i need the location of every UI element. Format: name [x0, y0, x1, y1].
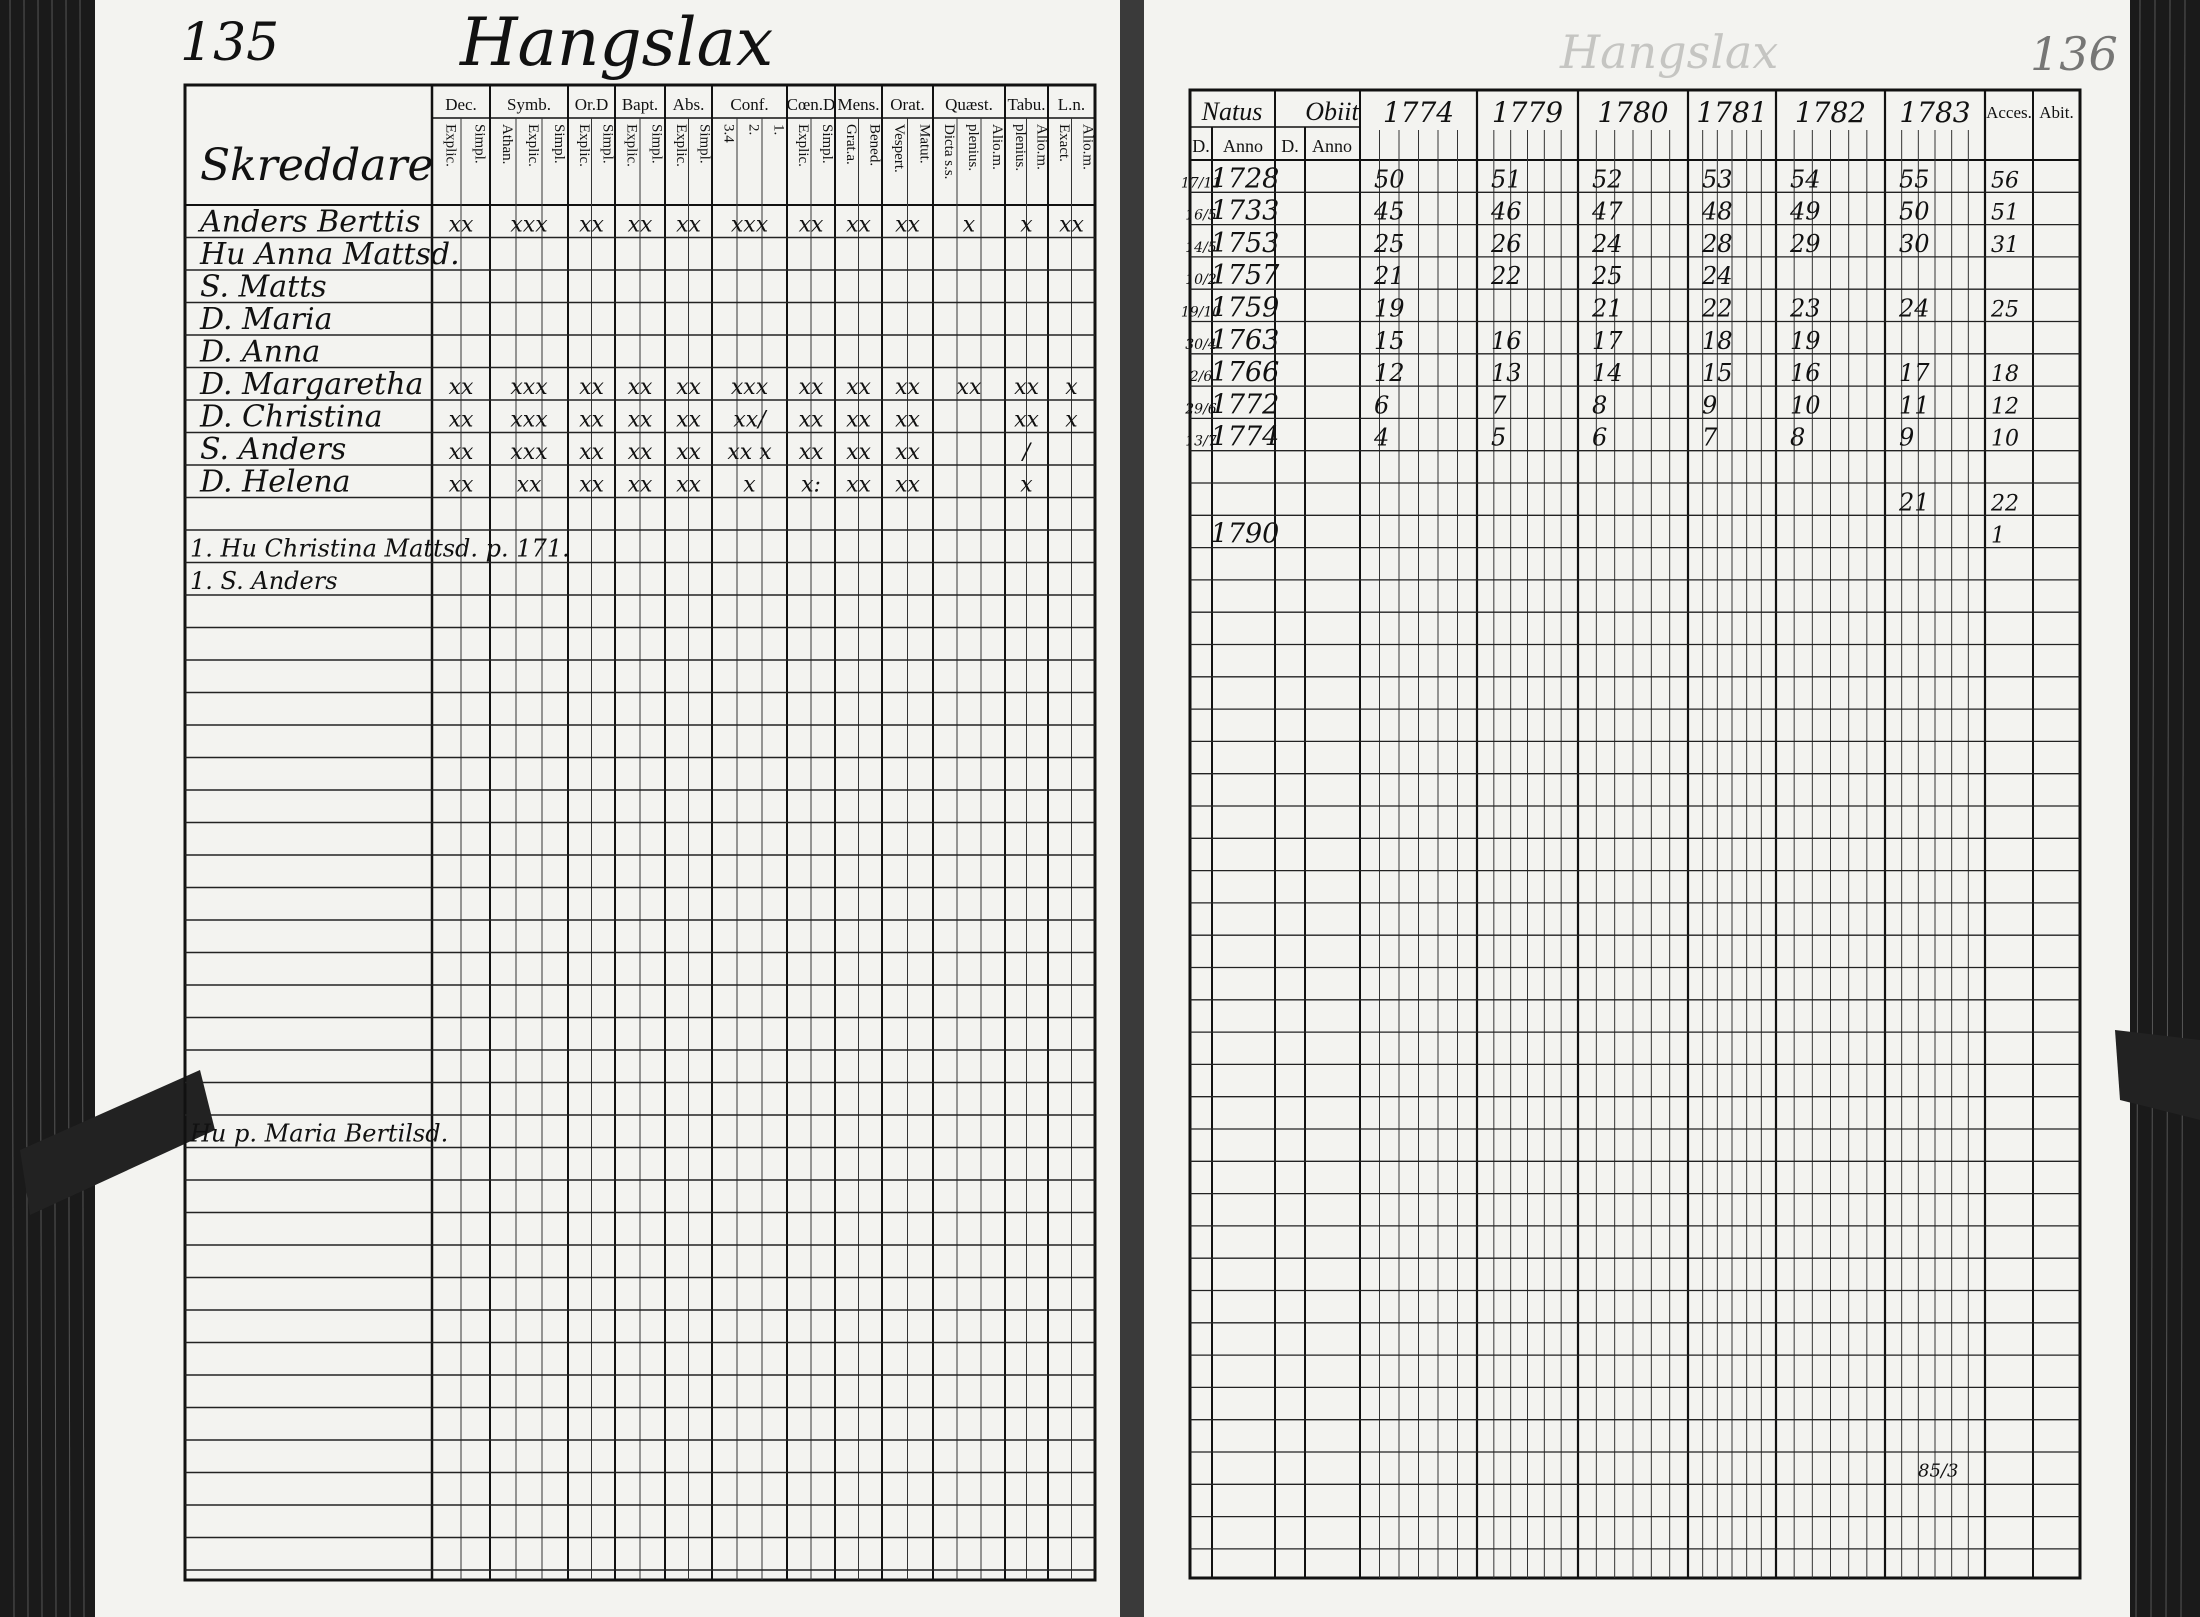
catechism-mark: x — [1065, 375, 1078, 400]
age-value: 23 — [1790, 294, 1821, 323]
sub-header: Alio.m. — [1079, 124, 1096, 170]
birth-year: 1774 — [1210, 421, 1280, 453]
age-value: 9 — [1899, 423, 1915, 452]
age-value: 6 — [1592, 423, 1608, 452]
catechism-mark: xx — [798, 212, 824, 238]
age-value: 30 — [1899, 229, 1930, 258]
age-value: 50 — [1899, 197, 1930, 226]
birth-year: 1733 — [1210, 195, 1280, 227]
book-gutter — [1120, 0, 1144, 1617]
group-header-6: Conf. — [730, 95, 769, 114]
catechism-mark: xxx — [730, 212, 769, 238]
catechism-mark: xx — [895, 375, 920, 400]
year-header-1782: 1782 — [1794, 96, 1867, 129]
accessit-value: 12 — [1991, 394, 2019, 420]
sub-header: Simpl. — [551, 124, 567, 164]
catechism-mark: xx — [579, 407, 604, 433]
catechism-mark: xx — [846, 472, 871, 498]
catechism-mark: xx — [627, 212, 653, 238]
age-value: 19 — [1374, 294, 1405, 323]
sub-header: Explic. — [795, 124, 811, 167]
age-value: 24 — [1702, 262, 1733, 291]
catechism-mark: xx — [846, 440, 871, 465]
sub-header: Simpl. — [471, 124, 488, 164]
group-header-10: Quæst. — [945, 95, 993, 114]
sub-header: Vespert. — [890, 124, 907, 173]
catechism-mark: xx — [846, 375, 871, 400]
header-obiit-anno: Anno — [1312, 136, 1352, 156]
right-page-edges — [2136, 0, 2185, 1617]
birth-year: 1763 — [1210, 324, 1280, 356]
person-name-4: D. Maria — [200, 302, 333, 337]
sub-header: Matut. — [916, 124, 933, 164]
age-value: 8 — [1790, 423, 1806, 452]
catechism-mark: xx — [516, 472, 542, 498]
birth-day: 10/2 — [1185, 272, 1217, 289]
age-value: 48 — [1702, 197, 1733, 226]
catechism-mark: xx — [1014, 407, 1039, 433]
catechism-mark: x: — [801, 472, 821, 498]
age-value: 24 — [1592, 229, 1623, 258]
person-name-7: D. Christina — [200, 399, 383, 435]
age-value: 10 — [1790, 391, 1821, 420]
age-value: 47 — [1592, 197, 1623, 226]
sub-header: 2. — [745, 124, 762, 136]
catechism-mark: xx — [579, 440, 604, 465]
group-header-4: Bapt. — [621, 95, 659, 114]
age-value: 21 — [1899, 488, 1930, 517]
accessit-value: 18 — [1991, 362, 2019, 388]
birth-year: 1790 — [1210, 518, 1280, 550]
age-value: 9 — [1702, 391, 1718, 420]
catechism-mark: x — [1065, 407, 1078, 433]
year-header-1781: 1781 — [1696, 96, 1768, 129]
catechism-mark: xx — [846, 407, 871, 433]
header-accessit: Acces. — [1986, 103, 2032, 122]
age-value: 25 — [1592, 262, 1623, 291]
year-header-1774: 1774 — [1382, 96, 1455, 129]
person-name-2: Hu Anna Mattsd. — [200, 237, 460, 272]
person-name-3: S. Matts — [200, 269, 327, 305]
group-header-9: Orat. — [890, 95, 925, 114]
age-value: 15 — [1702, 359, 1733, 388]
catechism-mark: xx — [1059, 212, 1084, 238]
age-value: 50 — [1374, 165, 1405, 194]
extra-note: 85/3 — [1918, 1460, 1959, 1482]
group-header-7: Cœn.D — [786, 95, 836, 114]
age-value: 46 — [1491, 197, 1522, 226]
sub-header: Explic. — [575, 124, 592, 167]
catechism-mark: / — [1022, 440, 1031, 465]
birth-day: 16/5 — [1185, 207, 1217, 224]
birth-day: 2/6 — [1189, 369, 1213, 386]
catechism-mark: xx — [627, 472, 653, 498]
group-header-2: Symb. — [507, 95, 551, 114]
sub-header: Bened. — [866, 124, 883, 167]
catechism-mark: xx — [579, 212, 604, 238]
age-value: 51 — [1491, 165, 1522, 194]
person-name-8: S. Anders — [200, 432, 347, 467]
age-value: 4 — [1374, 423, 1390, 452]
birth-day: 30/4 — [1185, 336, 1217, 353]
village-title: Hangslax — [460, 4, 774, 81]
sub-header: plenius. — [1011, 124, 1028, 172]
catechism-mark: xx — [676, 407, 701, 433]
accessit-value: 51 — [1991, 200, 2019, 226]
birth-year: 1757 — [1210, 260, 1280, 292]
age-value: 15 — [1374, 326, 1405, 355]
year-header-1779: 1779 — [1491, 96, 1564, 129]
header-natus-day: D. — [1192, 136, 1210, 156]
age-value: 6 — [1374, 391, 1390, 420]
header-natus: Natus — [1201, 97, 1263, 126]
age-value: 5 — [1491, 423, 1507, 452]
year-header-1783: 1783 — [1899, 96, 1971, 129]
catechism-mark: xx — [448, 212, 474, 238]
catechism-mark: xx — [676, 472, 701, 498]
group-header-12: L.n. — [1057, 95, 1086, 114]
birth-year: 1759 — [1210, 292, 1280, 324]
person-name-9: D. Helena — [200, 464, 351, 500]
catechism-mark: xx — [895, 212, 920, 238]
catechism-mark: xx — [798, 407, 824, 433]
birth-day: 13/7 — [1185, 433, 1217, 450]
age-value: 16 — [1790, 359, 1821, 388]
catechism-mark: xx — [579, 375, 604, 400]
right-page — [1140, 0, 2130, 1617]
age-value: 12 — [1374, 359, 1405, 388]
sub-header: Alio.m. — [1033, 124, 1050, 170]
age-value: 8 — [1592, 391, 1608, 420]
catechism-mark: xx — [579, 472, 604, 498]
age-value: 22 — [1491, 262, 1522, 291]
person-name-6: D. Margaretha — [200, 367, 424, 402]
age-value: 54 — [1790, 165, 1821, 194]
age-value: 16 — [1491, 326, 1522, 355]
sub-header: Explic. — [672, 124, 689, 167]
catechism-mark: x — [743, 472, 756, 498]
catechism-mark: xx — [627, 440, 653, 465]
age-value: 25 — [1374, 229, 1405, 258]
birth-day: 14/5 — [1185, 239, 1217, 256]
birth-year: 1728 — [1210, 163, 1280, 195]
catechism-mark: xx — [1014, 375, 1039, 400]
catechism-mark: xx — [798, 440, 824, 465]
age-value: 28 — [1702, 229, 1733, 258]
sub-header: 1. — [770, 124, 787, 136]
catechism-mark: xx — [676, 212, 701, 238]
age-value: 21 — [1592, 294, 1623, 323]
sub-header: Alio.m. — [989, 124, 1005, 170]
sub-header: Athan. — [499, 124, 515, 165]
catechism-mark: xx — [448, 407, 474, 433]
birth-day: 29/6 — [1185, 401, 1217, 418]
age-value: 7 — [1702, 423, 1718, 452]
catechism-mark: xx — [846, 212, 871, 238]
catechism-mark: xx — [895, 472, 920, 498]
header-obiit-day: D. — [1281, 136, 1299, 156]
catechism-mark: x — [1020, 212, 1033, 238]
sub-header: Simpl. — [819, 124, 835, 164]
catechism-mark: xx — [676, 375, 701, 400]
age-value: 22 — [1702, 294, 1733, 323]
sub-header: Explic. — [623, 124, 640, 167]
age-value: 18 — [1702, 326, 1733, 355]
catechism-mark: xx — [676, 440, 701, 465]
sub-header: Explic. — [525, 124, 541, 167]
person-name-1: Anders Berttis — [200, 204, 421, 240]
birth-year: 1772 — [1210, 389, 1280, 421]
catechism-mark: xx — [448, 375, 474, 400]
bleed-through-title: Hangslax — [1560, 25, 1779, 79]
year-header-1780: 1780 — [1597, 96, 1669, 129]
header-abiit: Abit. — [2039, 103, 2074, 122]
household-label: Skreddare — [200, 140, 434, 191]
age-value: 45 — [1374, 197, 1405, 226]
catechism-mark: xx — [956, 375, 982, 400]
catechism-mark: xxx — [510, 440, 548, 465]
catechism-mark: xx — [627, 375, 653, 400]
catechism-mark: xxx — [510, 212, 548, 238]
left-page-edges — [10, 0, 84, 1617]
catechism-mark: xx/ — [733, 407, 766, 433]
catechism-mark: x — [962, 212, 976, 238]
accessit-value: 10 — [1991, 426, 2019, 452]
birth-day: 17/11 — [1180, 175, 1222, 192]
margin-note-1: 1. Hu Christina Mattsd. p. 171. — [190, 534, 570, 563]
catechism-mark: xx — [798, 375, 824, 400]
sub-header: Simpl. — [696, 124, 713, 164]
sub-header: 3.4 — [720, 124, 737, 143]
sub-header: Simpl. — [599, 124, 616, 164]
sub-header: Simpl. — [648, 124, 665, 164]
age-value: 17 — [1592, 326, 1623, 355]
accessit-value: 31 — [1991, 232, 2019, 258]
sub-header: Grat.a. — [842, 124, 859, 165]
catechism-mark: xx — [448, 472, 474, 498]
margin-note-2: 1. S. Anders — [190, 567, 338, 595]
age-value: 49 — [1790, 197, 1821, 226]
age-value: 26 — [1491, 229, 1522, 258]
page-number-right: 136 — [2030, 27, 2118, 81]
sub-header: plenius. — [965, 124, 981, 172]
group-header-3: Or.D — [574, 95, 609, 114]
group-header-8: Mens. — [837, 95, 880, 114]
age-value: 29 — [1790, 229, 1821, 258]
age-value: 52 — [1592, 165, 1623, 194]
age-value: 14 — [1592, 359, 1623, 388]
sub-header: Exact. — [1055, 124, 1072, 162]
catechism-mark: xxx — [730, 375, 769, 400]
group-header-11: Tabu. — [1007, 95, 1046, 114]
age-value: 55 — [1899, 165, 1930, 194]
age-value: 53 — [1702, 165, 1733, 194]
age-value: 13 — [1491, 359, 1522, 388]
accessit-value: 1 — [1991, 523, 2005, 549]
page-number-left: 135 — [180, 13, 280, 73]
birth-year: 1766 — [1210, 357, 1280, 389]
age-value: 24 — [1899, 294, 1930, 323]
accessit-value: 25 — [1991, 297, 2019, 323]
catechism-mark: xx — [448, 440, 474, 465]
header-obiit: Obiit — [1305, 97, 1359, 126]
catechism-mark: xx — [627, 407, 653, 433]
catechism-mark: xx — [895, 440, 920, 465]
birth-day: 19/10 — [1180, 304, 1222, 321]
group-header-1: Dec. — [445, 95, 477, 114]
accessit-value: 56 — [1991, 168, 2019, 194]
person-name-5: D. Anna — [200, 334, 321, 370]
catechism-mark: xxx — [510, 407, 548, 433]
catechism-mark: xx — [895, 407, 920, 433]
group-header-5: Abs. — [672, 95, 705, 114]
age-value: 19 — [1790, 326, 1821, 355]
age-value: 17 — [1899, 359, 1930, 388]
age-value: 7 — [1491, 391, 1507, 420]
margin-note-3: Hu p. Maria Bertilsd. — [190, 1119, 449, 1148]
sub-header: Dicta s.s. — [941, 124, 957, 180]
accessit-value: 22 — [1991, 491, 2019, 517]
catechism-mark: xx x — [727, 440, 772, 465]
header-natus-anno: Anno — [1223, 136, 1263, 156]
age-value: 21 — [1374, 262, 1405, 291]
catechism-mark: x — [1020, 472, 1033, 498]
age-value: 11 — [1899, 391, 1930, 420]
birth-year: 1753 — [1210, 227, 1280, 259]
catechism-mark: xxx — [510, 375, 548, 400]
sub-header: Explic. — [442, 124, 459, 167]
